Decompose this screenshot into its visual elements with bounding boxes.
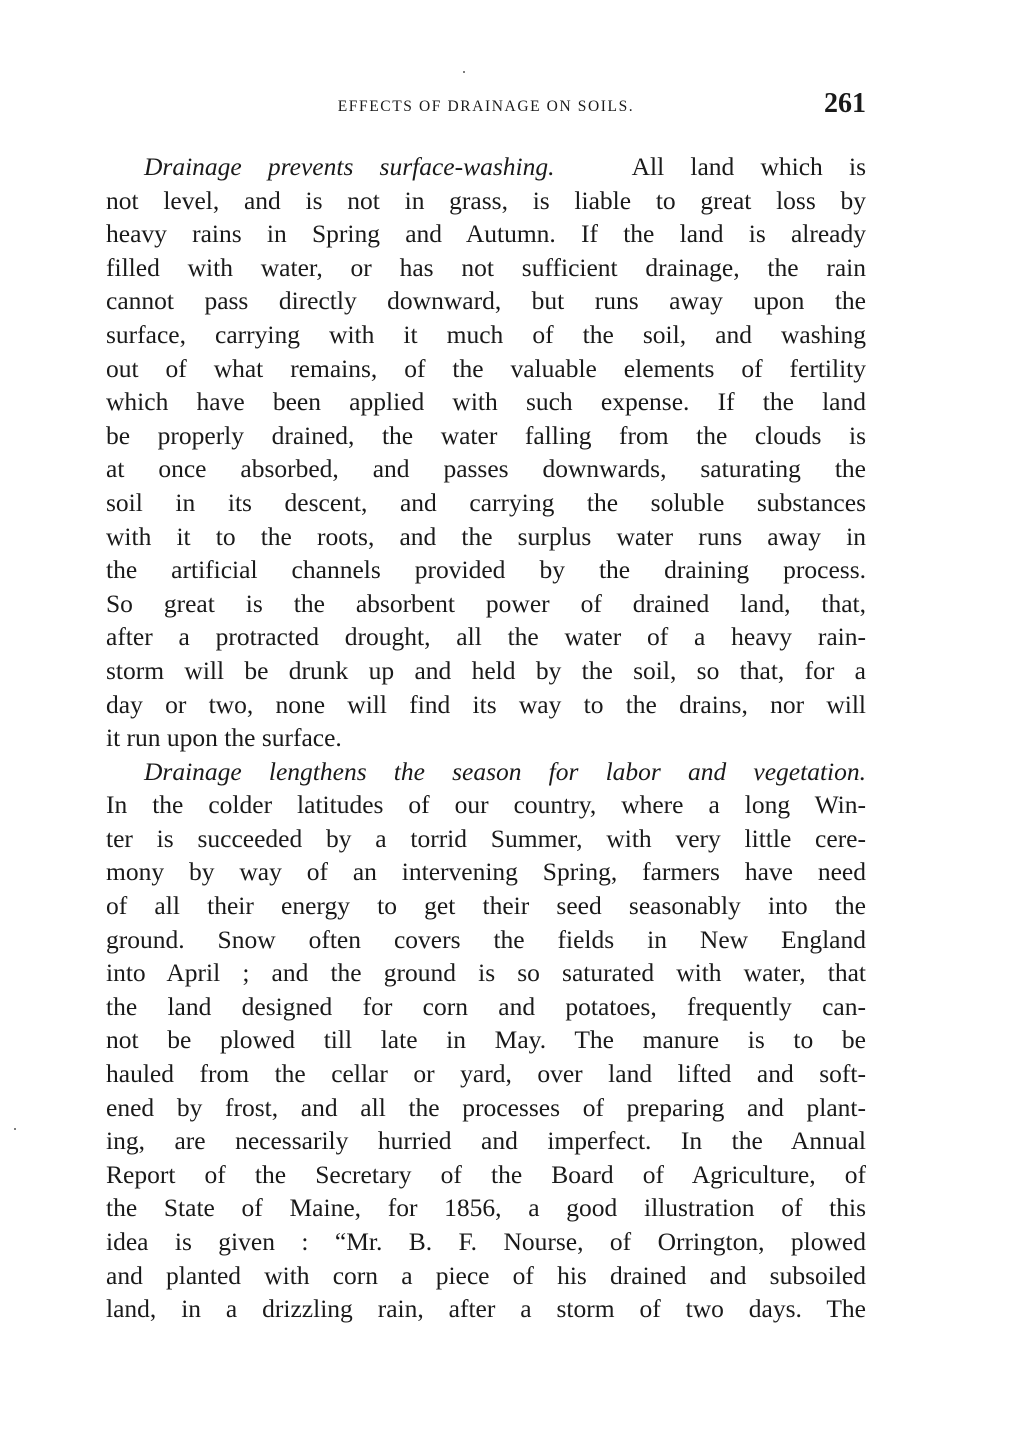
text-line: heavy rains in Spring and Autumn. If the land is already xyxy=(106,219,866,249)
text-line: mony by way of an intervening Spring, farmers have need xyxy=(106,857,866,887)
text-line: cannot pass directly downward, but runs away upon the xyxy=(106,286,866,316)
text-line: ter is succeeded by a torrid Summer, with very little cere- xyxy=(106,823,866,853)
text-line: day or two, none will find its way to the drains, nor will xyxy=(106,689,866,719)
text-line: out of what remains, of the valuable elements of fertility xyxy=(106,353,866,383)
text-line: hauled from the cellar or yard, over land lifted and soft- xyxy=(106,1059,866,1089)
text-line: at once absorbed, and passes downwards, saturating the xyxy=(106,454,866,484)
text-line: into April ; and the ground is so saturated with water, that xyxy=(106,958,866,988)
text-line: the State of Maine, for 1856, a good illustration of this xyxy=(106,1193,866,1223)
text-line: ened by frost, and all the processes of preparing and plant- xyxy=(106,1092,866,1122)
paragraph-surface-washing xyxy=(106,150,866,755)
text-line: surface, carrying with it much of the soil, and washing xyxy=(106,319,866,349)
paragraph-season-lengthening xyxy=(106,755,866,1326)
text-line: Drainage prevents surface-washing. All land which is xyxy=(144,152,866,181)
text-line: idea is given : “Mr. B. F. Nourse, of Orrington, plowed xyxy=(106,1227,866,1256)
text-line: Report of the Secretary of the Board of Agriculture, of xyxy=(106,1159,866,1189)
body-text xyxy=(106,150,866,1326)
text-line: So great is the absorbent power of drained land, that, xyxy=(106,588,866,618)
text-line: the land designed for corn and potatoes, frequently can- xyxy=(106,991,866,1021)
text-line: In the colder latitudes of our country, where a long Win- xyxy=(106,790,866,820)
text-line: after a protracted drought, all the water of a heavy rain- xyxy=(106,622,866,652)
text-line: it run upon the surface. xyxy=(106,723,342,753)
page-number: 261 xyxy=(824,88,866,119)
text-line: storm will be drunk up and held by the soil, so that, for a xyxy=(106,655,866,685)
running-title: EFFECTS OF DRAINAGE ON SOILS. xyxy=(337,98,635,115)
text-line: ground. Snow often covers the fields in New England xyxy=(106,924,866,954)
text-line: filled with water, or has not sufficient drainage, the rain xyxy=(106,252,866,282)
text-line: which have been applied with such expense. If the land xyxy=(106,387,866,417)
text-line: and planted with corn a piece of his drained and subsoiled xyxy=(106,1260,866,1290)
text-line: with it to the roots, and the surplus water runs away in xyxy=(106,521,866,551)
paragraph-heading: Drainage prevents surface-washing. xyxy=(144,152,555,181)
print-speck xyxy=(463,71,465,73)
paragraph-heading: Drainage lengthens the season for labor and vegetation. xyxy=(144,756,866,786)
text-line: the artificial channels provided by the draining process. xyxy=(106,555,866,585)
text-line: soil in its descent, and carrying the soluble substances xyxy=(106,487,866,517)
text-line: ing, are necessarily hurried and imperfect. In the Annual xyxy=(106,1126,866,1156)
text-line xyxy=(106,755,866,789)
running-head xyxy=(106,88,866,128)
text-line: be properly drained, the water falling from the clouds is xyxy=(106,420,866,450)
print-speck xyxy=(14,1128,16,1130)
text-line: of all their energy to get their seed seasonably into the xyxy=(106,891,866,921)
text-line: land, in a drizzling rain, after a storm of two days. The xyxy=(106,1294,866,1324)
text-line: not level, and is not in grass, is liable to great loss by xyxy=(106,185,866,215)
text-line: not be plowed till late in May. The manure is to be xyxy=(106,1025,866,1055)
